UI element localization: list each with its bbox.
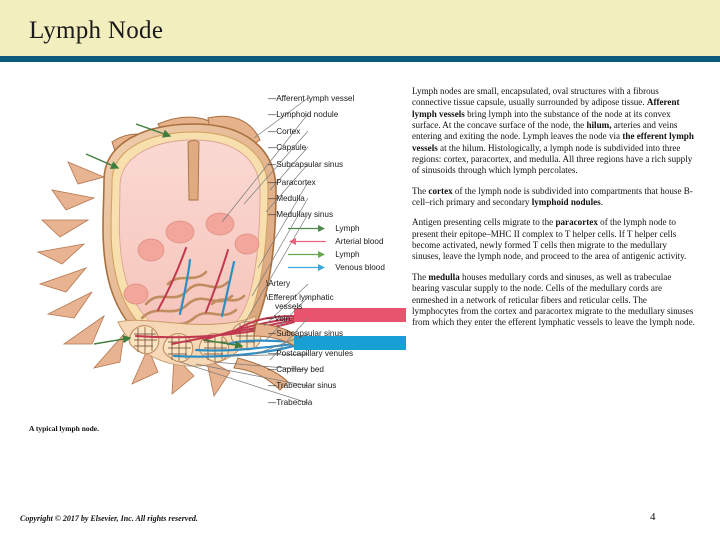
label-text: vessels [275, 302, 303, 311]
legend-label: Venous blood [335, 263, 385, 272]
paragraph-3 [412, 217, 695, 262]
legend-label: Lymph [335, 250, 360, 259]
emphasis-term: lymphoid nodules [531, 197, 601, 208]
red-arrow-left-icon [287, 237, 327, 246]
trabecula [188, 140, 199, 200]
emphasis-term: medulla [428, 271, 460, 282]
leader-dash: \ [266, 279, 269, 288]
text-run: Antigen presenting cells migrate to the [412, 217, 556, 228]
leader-dash: — [268, 127, 277, 136]
label-text: Afferent lymph vessel [276, 94, 355, 103]
text-run: of the lymph node to present their epitope–MHC II complex to T helper cells. If T helper cells become activated, newly formed T cells then migrate to the medullary sinuses, leave the lymph node, and proceed to the area of antigenic activity. [412, 217, 687, 262]
paragraph-2 [412, 186, 695, 209]
label-afferent-lymph-vessel [268, 94, 354, 103]
label-text: Medulla [276, 194, 305, 203]
text-run: houses medullary cords and sinuses, as well as trabeculae bearing vascular supply to the node. Cells of the medullary cords are enmeshed in a network of reticular fibers and reticular cells. The lymphocytes from the cortex and paracortex migrate to the medullary sinuses from which they enter the efferent lymphatic vessels to leave the lymph node. [412, 271, 695, 328]
label-text: Medullary sinus [276, 210, 334, 219]
label-text: Capsule [276, 143, 307, 152]
leader-dash: — [268, 349, 277, 358]
lymph-node-illustration [8, 72, 408, 422]
label-trabecular-sinus [268, 381, 336, 390]
text-run: . [600, 197, 603, 208]
label-text: Trabecular sinus [276, 381, 337, 390]
leader-dash: — [268, 178, 277, 187]
legend-label: Arterial blood [335, 237, 384, 246]
venous-blood-bar [294, 336, 406, 350]
leader-dash: — [268, 210, 277, 219]
legend-label: Lymph [335, 224, 360, 233]
label-text: Efferent lymphatic [268, 293, 334, 302]
banner-divider-rule [0, 56, 720, 62]
label-text: Postcapillary venules [276, 349, 354, 358]
label-lymphoid-nodule [268, 110, 338, 119]
label-efferent-lymphatic-vessels [266, 293, 334, 302]
leader-dash: — [268, 329, 277, 338]
leader-dash: — [266, 314, 275, 323]
paragraph-4 [412, 272, 695, 329]
label-artery [266, 279, 290, 288]
green-arrow-right-icon [287, 250, 327, 259]
text-run: arteries and veins entering and exiting the node. Lymph leaves the node via [412, 120, 678, 142]
leader-dash: — [268, 160, 277, 169]
emphasis-term: Afferent lymph vessels [412, 97, 680, 119]
label-vein [266, 314, 290, 323]
blue-arrow-right-icon [287, 263, 327, 272]
leader-dash: — [268, 194, 277, 203]
label-medulla [268, 194, 305, 203]
label-paracortex [268, 178, 316, 187]
lymph-node-diagram [8, 72, 408, 422]
label-medullary-sinus [268, 210, 333, 219]
emphasis-term: paracortex [555, 217, 598, 228]
emphasis-term: the efferent lymph vessels [412, 131, 694, 153]
label-text: Cortex [276, 127, 301, 136]
label-text: Trabecula [276, 398, 313, 407]
legend-item-lymph-1 [287, 224, 360, 233]
label-efferent-lymphatic-vessels-line2 [275, 302, 302, 311]
leader-dash: — [268, 381, 277, 390]
green-arrow-right-icon [287, 224, 327, 233]
leader-dash: — [268, 110, 277, 119]
figure-caption: A typical lymph node. [29, 424, 100, 433]
paragraph-1 [412, 86, 695, 177]
copyright-notice: Copyright © 2017 by Elsevier, Inc. All rights reserved. [20, 514, 198, 523]
label-postcapillary-venules [268, 349, 353, 358]
leader-dash: — [268, 143, 277, 152]
legend-item-venous-blood [287, 263, 385, 272]
legend-item-lymph-2 [287, 250, 360, 259]
label-capillary-bed [268, 365, 324, 374]
leader-dash: — [268, 94, 277, 103]
label-text: Subcapsular sinus [276, 160, 344, 169]
label-trabecula [268, 398, 312, 407]
label-subcapsular-sinus-lower [268, 329, 343, 338]
label-capsule [268, 143, 306, 152]
emphasis-term: hilum, [586, 120, 612, 131]
label-text: Lymphoid nodule [276, 110, 339, 119]
leader-dash: — [268, 398, 277, 407]
description-text-column [412, 86, 695, 338]
text-run: Lymph nodes are small, encapsulated, oval structures with a fibrous connective tissue capsule, usually surrounded by adipose tissue. [412, 86, 659, 108]
label-subcapsular-sinus-upper [268, 160, 343, 169]
label-text: Vein [274, 314, 291, 323]
label-text: Artery [268, 279, 291, 288]
emphasis-term: cortex [428, 185, 453, 196]
text-run: at the hilum. Histologically, a lymph node is subdivided into three regions: cortex, paracortex, and medulla. All three regions have a rich supply of sinusoids through which lymph percolates. [412, 142, 693, 176]
legend-item-arterial-blood [287, 237, 384, 246]
leader-dash: \ [266, 293, 269, 302]
page-title: Lymph Node [29, 17, 164, 44]
text-run: The [412, 271, 429, 282]
text-run: of the lymph node is subdivided into compartments that house B-cell–rich primary and secondary [412, 185, 693, 208]
label-text: Paracortex [276, 178, 316, 187]
text-run: bring lymph into the substance of the node at its convex surface. At the concave surface of the node, the [412, 108, 671, 131]
leader-dash: — [268, 365, 277, 374]
label-text: Subcapsular sinus [276, 329, 344, 338]
label-text: Capillary bed [276, 365, 324, 374]
arterial-blood-bar [294, 308, 406, 322]
page-number: 4 [650, 511, 656, 523]
text-run: The [412, 185, 429, 196]
label-cortex [268, 127, 300, 136]
